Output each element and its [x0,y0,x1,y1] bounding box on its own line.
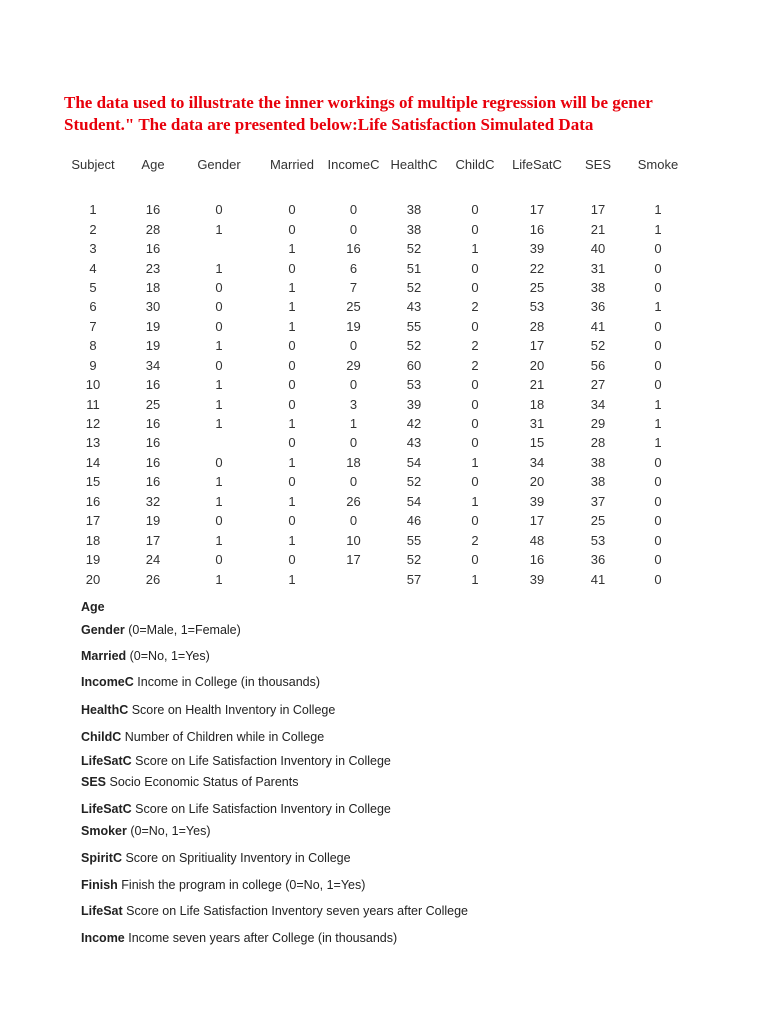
legend-description: Finish the program in college (0=No, 1=Yes) [117,878,366,892]
table-cell: 54 [406,454,422,470]
table-cell: 11 [86,396,100,412]
legend-description: Score on Spritiuality Inventory in College [121,851,351,865]
table-cell: 0 [288,396,296,412]
table-cell: 1 [215,338,223,354]
legend-item [81,851,351,865]
table-row [58,550,689,569]
table-cell: 1 [288,493,296,509]
table-row [58,375,689,394]
table-cell: 0 [288,513,296,529]
table-cell: 39 [529,493,545,509]
legend-description: (0=No, 1=Yes) [126,649,210,663]
legend-description: Income in College (in thousands) [133,675,321,689]
table-cell: 0 [288,552,296,568]
table-cell: 17 [529,513,545,529]
table-cell: 0 [288,435,296,451]
table-cell: 1 [89,202,97,218]
table-row [58,414,689,433]
legend-term: SpiritC [81,851,122,865]
table-cell: 1 [288,318,296,334]
legend-term: LifeSatC [81,754,132,768]
table-cell: 16 [346,241,361,257]
table-cell: 52 [406,241,422,257]
table-cell: 60 [406,357,422,373]
table-cell: 7 [89,318,97,334]
table-cell: 10 [346,532,361,548]
table-cell: 1 [215,377,223,393]
table-cell: 25 [529,279,545,295]
table-cell: 30 [145,299,161,315]
table-cell: 17 [85,513,101,529]
table-cell: 12 [85,416,101,432]
table-cell: 0 [654,571,662,587]
table-cell: 0 [288,338,296,354]
table-cell: 52 [406,474,422,490]
table-cell: 1 [471,493,479,509]
table-cell: 53 [529,299,545,315]
table-cell: 16 [145,416,161,432]
table-cell: 16 [145,435,161,451]
table-cell: 0 [471,552,479,568]
table-cell [178,433,260,452]
column-header-ses: SES [584,156,611,172]
table-cell: 38 [406,221,422,237]
table-cell: 38 [590,279,606,295]
table-cell: 0 [654,357,662,373]
table-cell: 1 [288,532,296,548]
table-cell: 15 [85,474,101,490]
table-cell: 0 [288,260,296,276]
table-cell: 17 [145,532,161,548]
legend-item [81,675,320,689]
table-cell: 19 [85,552,101,568]
table-cell: 1 [215,260,223,276]
table-cell: 18 [346,454,361,470]
table-cell [178,239,260,258]
table-cell: 37 [590,493,606,509]
table-cell: 16 [145,454,161,470]
table-cell: 26 [346,493,361,509]
table-cell: 2 [89,221,97,237]
table-cell: 8 [89,338,97,354]
legend-term: Finish [81,878,118,892]
table-cell: 25 [346,299,361,315]
table-row [58,239,689,258]
legend-term: HealthC [81,703,129,717]
table-cell: 48 [529,532,545,548]
title-line-1: The data used to illustrate the inner workings of multiple regression will be gener [64,93,653,112]
table-header-row [58,154,689,174]
table-cell: 2 [471,299,479,315]
title-line-2: Student." The data are presented below:Life Satisfaction Simulated Data [64,115,594,134]
table-cell: 0 [349,474,358,490]
table-cell: 0 [471,260,479,276]
table-cell: 0 [288,221,296,237]
table-cell: 36 [590,299,606,315]
table-cell: 1 [654,435,662,451]
legend-item [81,754,391,768]
table-row [58,453,689,472]
table-cell: 1 [654,299,662,315]
table-cell: 23 [145,260,161,276]
table-cell: 36 [590,552,606,568]
table-cell: 38 [590,474,606,490]
table-cell: 26 [145,571,161,587]
table-cell: 46 [406,513,422,529]
table-cell: 0 [471,416,479,432]
table-cell: 0 [215,318,223,334]
table-cell: 0 [654,532,662,548]
table-cell: 14 [85,454,101,470]
table-cell: 0 [654,241,662,257]
table-row [58,356,689,375]
table-cell: 1 [654,221,662,237]
table-cell: 0 [471,513,479,529]
table-cell: 28 [145,221,161,237]
table-body [58,174,689,589]
column-header-subject: Subject [71,156,115,172]
table-row [58,297,689,316]
table-row [58,258,689,277]
legend-term: Married [81,649,127,663]
table-cell: 0 [471,435,479,451]
legend-term: Gender [81,623,125,637]
table-cell: 2 [471,357,479,373]
table-cell: 51 [406,260,422,276]
table-cell: 0 [349,377,358,393]
column-header-married: Married [269,156,315,172]
table-cell [324,569,383,588]
table-cell: 3 [349,396,358,412]
table-cell: 0 [215,357,223,373]
table-cell: 21 [529,377,545,393]
table-cell: 0 [654,474,662,490]
legend-description: Number of Children while in College [121,730,325,744]
table-cell: 16 [145,241,161,257]
table-cell: 6 [349,260,358,276]
table-cell: 0 [215,513,223,529]
table-cell: 0 [349,513,358,529]
legend-item [81,703,335,717]
table-cell: 0 [215,552,223,568]
table-cell: 0 [215,202,223,218]
legend-term: SES [81,775,107,789]
table-cell: 18 [145,279,161,295]
table-row [58,174,689,219]
legend-item [81,904,468,918]
table-cell: 19 [145,338,161,354]
table-cell: 17 [346,552,361,568]
table-cell: 2 [471,532,479,548]
table-cell: 4 [89,260,97,276]
legend-item [81,600,105,614]
table-cell: 57 [406,571,422,587]
table-cell: 0 [349,435,358,451]
table-cell: 53 [406,377,422,393]
table-cell: 28 [590,435,606,451]
table-cell: 0 [288,377,296,393]
legend-term: LifeSat [81,904,123,918]
legend-description: Socio Economic Status of Parents [106,775,299,789]
legend-item [81,931,397,945]
table-cell: 22 [529,260,545,276]
table-cell: 52 [590,338,606,354]
legend-term: Age [81,600,105,614]
table-row [58,219,689,238]
table-cell: 29 [346,357,361,373]
table-cell: 0 [349,221,358,237]
table-cell: 1 [654,396,662,412]
table-cell: 0 [654,454,662,470]
table-cell: 1 [654,416,662,432]
table-cell: 20 [529,474,545,490]
legend-description: Score on Life Satisfaction Inventory in College [131,754,391,768]
table-cell: 0 [288,474,296,490]
table-cell: 0 [654,493,662,509]
table-cell: 6 [89,299,97,315]
legend-item [81,824,210,838]
data-table [58,154,689,589]
table-cell: 29 [590,416,606,432]
table-cell: 0 [654,513,662,529]
table-cell: 27 [590,377,606,393]
table-cell: 31 [529,416,545,432]
table-row [58,278,689,297]
table-cell: 1 [288,416,296,432]
table-cell: 17 [529,202,545,218]
legend-description: (0=No, 1=Yes) [126,824,211,838]
table-cell: 56 [590,357,606,373]
legend-description: Score on Health Inventory in College [128,703,336,717]
table-cell: 20 [85,571,101,587]
table-cell: 16 [529,221,545,237]
table-cell: 39 [529,241,545,257]
table-cell: 1 [215,532,223,548]
table-cell: 0 [654,279,662,295]
table-cell: 28 [529,318,545,334]
legend-item [81,878,365,892]
table-cell: 0 [349,338,358,354]
table-row [58,511,689,530]
table-cell: 41 [590,571,606,587]
table-cell: 0 [471,318,479,334]
table-cell: 5 [89,279,97,295]
table-cell: 10 [85,377,101,393]
table-cell: 19 [346,318,361,334]
table-cell: 0 [471,377,479,393]
table-row [58,472,689,491]
legend-item [81,623,241,637]
table-cell: 1 [288,241,296,257]
table-cell: 1 [471,241,479,257]
table-cell: 1 [215,396,223,412]
table-cell: 9 [89,357,97,373]
table-cell: 40 [590,241,606,257]
table-cell: 38 [590,454,606,470]
table-cell: 19 [145,318,161,334]
table-cell: 0 [288,202,296,218]
column-header-age: Age [141,156,165,172]
table-cell: 34 [590,396,606,412]
column-header-incomec: IncomeC [327,156,380,172]
table-cell: 1 [215,571,223,587]
table-cell: 39 [529,571,545,587]
legend-description: Income seven years after College (in thousands) [124,931,398,945]
table-cell: 13 [85,435,101,451]
table-cell: 32 [145,493,161,509]
table-cell: 18 [529,396,545,412]
table-cell: 19 [145,513,161,529]
table-cell: 1 [471,454,479,470]
table-cell: 0 [654,552,662,568]
table-cell: 20 [529,357,545,373]
table-row [58,394,689,413]
table-cell: 25 [590,513,606,529]
table-cell: 1 [288,571,296,587]
table-cell: 52 [406,552,422,568]
column-header-childc: ChildC [455,156,495,172]
table-cell: 43 [406,435,422,451]
legend-item [81,775,298,789]
table-row [58,336,689,355]
table-cell: 3 [89,241,97,257]
legend-item [81,802,391,816]
table-cell: 16 [145,377,161,393]
table-cell: 55 [406,532,422,548]
legend-term: LifeSatC [81,802,132,816]
table-cell: 52 [406,279,422,295]
table-cell: 43 [406,299,422,315]
table-cell: 31 [590,260,606,276]
table-cell: 24 [145,552,161,568]
table-cell: 0 [654,260,662,276]
legend-description: Score on Life Satisfaction Inventory in College [131,802,391,816]
legend-item [81,730,324,744]
table-cell: 55 [406,318,422,334]
table-cell: 0 [471,202,479,218]
table-cell: 0 [471,279,479,295]
table-cell: 16 [529,552,545,568]
table-cell: 0 [288,357,296,373]
table-row [58,317,689,336]
table-row [58,433,689,452]
table-cell: 16 [145,202,161,218]
table-cell: 0 [471,221,479,237]
table-cell: 34 [529,454,545,470]
table-cell: 1 [349,416,358,432]
table-cell: 39 [406,396,422,412]
table-row [58,492,689,511]
table-cell: 1 [215,416,223,432]
table-cell: 0 [654,377,662,393]
document-title [64,92,768,136]
table-cell: 1 [288,299,296,315]
table-cell: 7 [349,279,358,295]
table-cell: 17 [529,338,545,354]
legend-term: Income [81,931,125,945]
table-cell: 18 [85,532,101,548]
table-row [58,530,689,549]
table-row [58,569,689,588]
legend-term: ChildC [81,730,122,744]
table-cell: 53 [590,532,606,548]
table-cell: 17 [590,202,606,218]
legend-term: Smoker [81,824,127,838]
legend-description: Score on Life Satisfaction Inventory seven years after College [122,904,469,918]
legend-term: IncomeC [81,675,134,689]
column-header-lifesatc: LifeSatC [512,156,562,172]
table-cell: 25 [145,396,161,412]
table-cell: 0 [349,202,358,218]
table-cell: 42 [406,416,422,432]
table-cell: 1 [288,454,296,470]
table-cell: 0 [654,318,662,334]
table-cell: 0 [215,454,223,470]
column-header-smoke: Smoke [637,156,679,172]
table-cell: 34 [145,357,161,373]
table-cell: 21 [590,221,606,237]
table-cell: 16 [85,493,101,509]
table-cell: 1 [215,221,223,237]
table-cell: 16 [145,474,161,490]
table-cell: 15 [529,435,545,451]
table-cell: 52 [406,338,422,354]
table-cell: 2 [471,338,479,354]
column-header-healthc: HealthC [390,156,438,172]
table-cell: 41 [590,318,606,334]
table-cell: 0 [471,474,479,490]
table-cell: 0 [471,396,479,412]
legend-item [81,649,210,663]
table-cell: 0 [215,299,223,315]
table-cell: 1 [654,202,662,218]
column-header-gender: Gender [197,156,241,172]
legend-description: (0=Male, 1=Female) [124,623,241,637]
table-cell: 0 [654,338,662,354]
table-cell: 1 [215,493,223,509]
table-cell: 1 [215,474,223,490]
table-cell: 1 [288,279,296,295]
table-cell: 0 [215,279,223,295]
table-cell: 38 [406,202,422,218]
table-cell: 54 [406,493,422,509]
table-cell: 1 [471,571,479,587]
